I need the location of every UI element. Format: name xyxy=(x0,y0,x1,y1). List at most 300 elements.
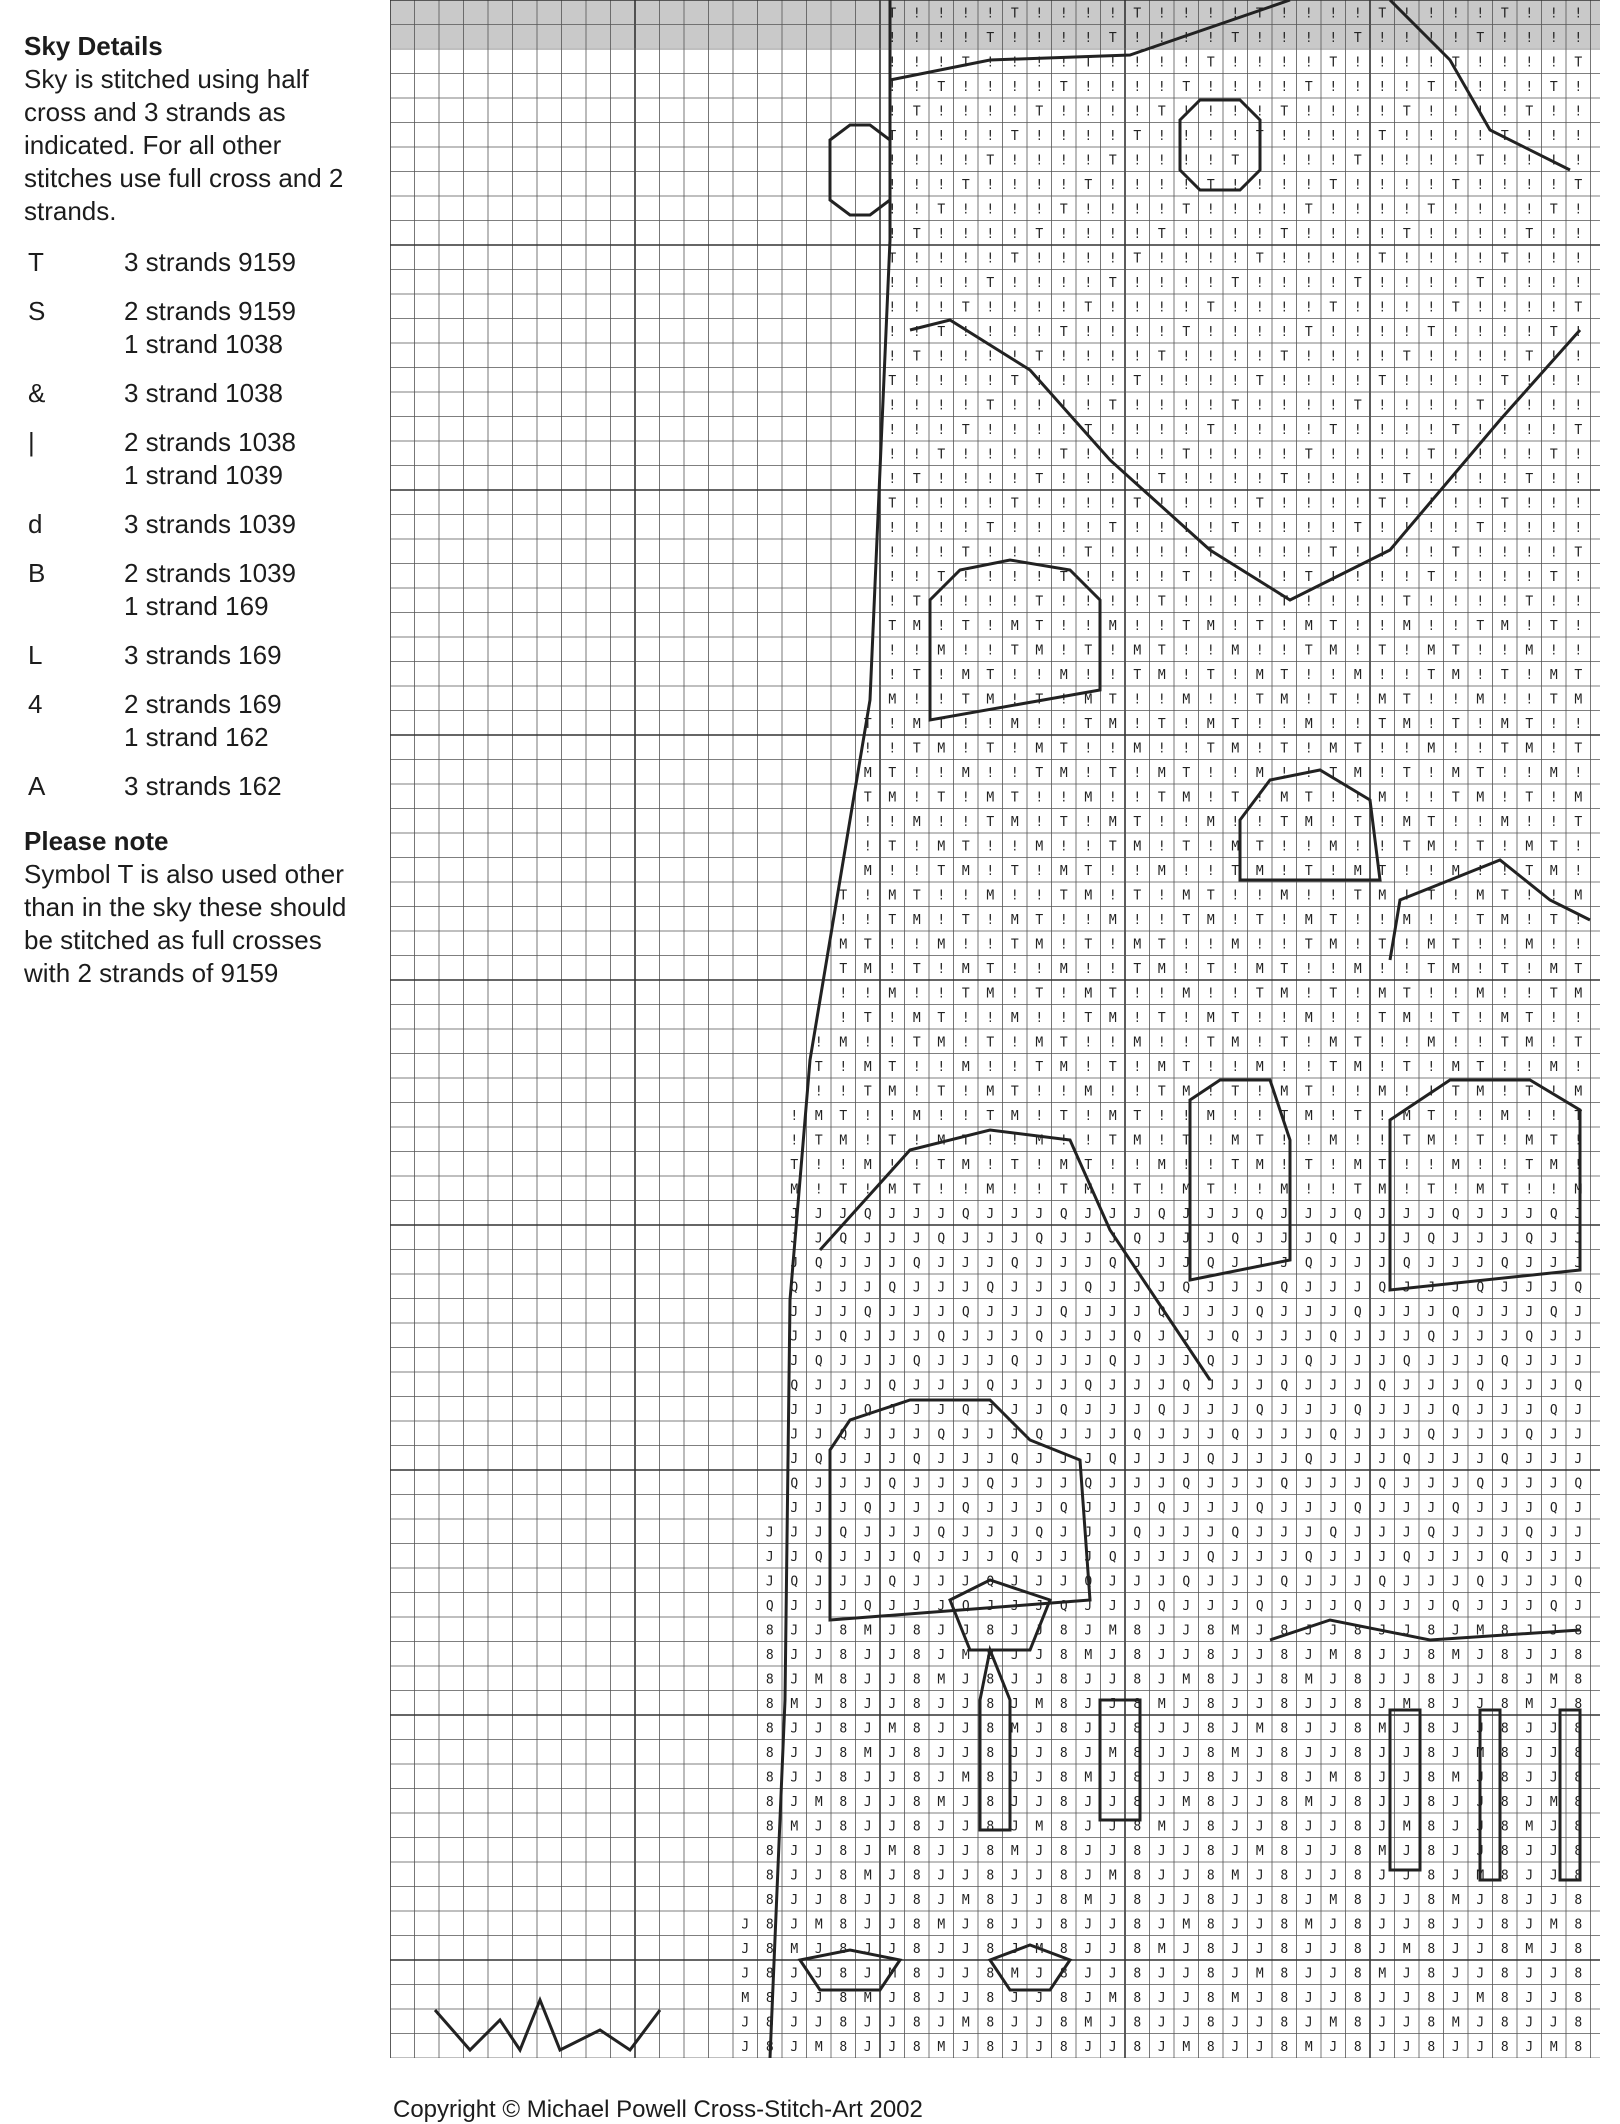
svg-text:J: J xyxy=(1084,1329,1093,1345)
svg-text:J: J xyxy=(1476,1697,1485,1713)
svg-text:J: J xyxy=(1353,1256,1362,1272)
svg-text:!: ! xyxy=(1108,1182,1117,1198)
svg-text:8: 8 xyxy=(765,1770,774,1786)
svg-text:8: 8 xyxy=(765,1893,774,1909)
svg-text:J: J xyxy=(814,1648,823,1664)
svg-text:J: J xyxy=(1182,1231,1191,1247)
svg-text:T: T xyxy=(1059,202,1068,218)
svg-text:!: ! xyxy=(1280,1158,1289,1174)
svg-text:J: J xyxy=(1402,1403,1411,1419)
svg-text:M: M xyxy=(1525,937,1534,953)
svg-text:J: J xyxy=(1084,1305,1093,1321)
svg-text:!: ! xyxy=(1402,374,1411,390)
svg-text:J: J xyxy=(1329,1697,1338,1713)
svg-text:!: ! xyxy=(961,570,970,586)
svg-text:!: ! xyxy=(1304,839,1313,855)
svg-text:!: ! xyxy=(1427,1011,1436,1027)
svg-text:J: J xyxy=(937,1746,946,1762)
svg-text:J: J xyxy=(1182,1770,1191,1786)
svg-text:!: ! xyxy=(1329,496,1338,512)
svg-text:M: M xyxy=(814,1109,823,1125)
svg-text:J: J xyxy=(1010,1599,1019,1615)
svg-text:J: J xyxy=(1476,1231,1485,1247)
svg-text:J: J xyxy=(1500,1476,1509,1492)
svg-text:T: T xyxy=(1157,643,1166,659)
svg-text:M: M xyxy=(1231,1035,1240,1051)
svg-text:!: ! xyxy=(912,31,921,47)
svg-text:M: M xyxy=(1329,741,1338,757)
svg-text:!: ! xyxy=(937,300,946,316)
svg-text:!: ! xyxy=(1329,374,1338,390)
svg-text:!: ! xyxy=(1133,521,1142,537)
svg-text:!: ! xyxy=(1500,766,1509,782)
svg-text:J: J xyxy=(1451,1721,1460,1737)
svg-text:Q: Q xyxy=(839,1329,848,1345)
svg-text:T: T xyxy=(937,325,946,341)
svg-text:Q: Q xyxy=(1108,1256,1117,1272)
svg-text:J: J xyxy=(1476,1795,1485,1811)
svg-text:T: T xyxy=(1255,129,1264,145)
svg-text:J: J xyxy=(1182,1721,1191,1737)
svg-text:8: 8 xyxy=(1574,2015,1583,2031)
svg-text:!: ! xyxy=(1084,202,1093,218)
svg-text:J: J xyxy=(937,1697,946,1713)
svg-text:!: ! xyxy=(1451,104,1460,120)
svg-text:!: ! xyxy=(1280,766,1289,782)
svg-text:M: M xyxy=(1182,1084,1191,1100)
svg-text:8: 8 xyxy=(839,2015,848,2031)
svg-text:!: ! xyxy=(1157,374,1166,390)
svg-text:!: ! xyxy=(1059,545,1068,561)
svg-text:!: ! xyxy=(1427,619,1436,635)
svg-text:8: 8 xyxy=(765,1672,774,1688)
svg-text:M: M xyxy=(1133,839,1142,855)
svg-text:Q: Q xyxy=(1255,1599,1264,1615)
svg-text:8: 8 xyxy=(765,1966,774,1982)
svg-text:!: ! xyxy=(1084,619,1093,635)
svg-text:J: J xyxy=(1108,1648,1117,1664)
svg-text:!: ! xyxy=(1525,251,1534,267)
svg-text:J: J xyxy=(1451,1354,1460,1370)
svg-text:!: ! xyxy=(1255,937,1264,953)
svg-text:J: J xyxy=(839,1550,848,1566)
svg-text:8: 8 xyxy=(1280,1868,1289,1884)
svg-text:M: M xyxy=(1059,766,1068,782)
svg-text:T: T xyxy=(961,423,970,439)
svg-text:!: ! xyxy=(1304,496,1313,512)
svg-text:!: ! xyxy=(1427,300,1436,316)
svg-text:Q: Q xyxy=(1133,1329,1142,1345)
svg-text:M: M xyxy=(1329,1893,1338,1909)
svg-text:M: M xyxy=(741,1991,750,2007)
svg-text:!: ! xyxy=(912,55,921,71)
svg-text:!: ! xyxy=(1255,202,1264,218)
svg-text:Q: Q xyxy=(1402,1354,1411,1370)
svg-text:J: J xyxy=(888,1868,897,1884)
svg-text:!: ! xyxy=(1451,325,1460,341)
svg-text:!: ! xyxy=(1157,31,1166,47)
svg-text:!: ! xyxy=(1353,349,1362,365)
svg-text:8: 8 xyxy=(1059,1623,1068,1639)
svg-text:T: T xyxy=(814,1060,823,1076)
svg-text:!: ! xyxy=(1133,31,1142,47)
svg-text:!: ! xyxy=(986,1158,995,1174)
svg-text:!: ! xyxy=(1255,1035,1264,1051)
svg-text:J: J xyxy=(1157,1329,1166,1345)
svg-text:J: J xyxy=(1304,1942,1313,1958)
svg-text:8: 8 xyxy=(1500,1942,1509,1958)
svg-text:!: ! xyxy=(1353,129,1362,145)
svg-text:T: T xyxy=(1329,913,1338,929)
svg-text:!: ! xyxy=(986,545,995,561)
svg-text:M: M xyxy=(1451,962,1460,978)
svg-text:!: ! xyxy=(839,986,848,1002)
svg-text:J: J xyxy=(1157,1427,1166,1443)
svg-text:M: M xyxy=(1451,1770,1460,1786)
svg-text:!: ! xyxy=(1427,398,1436,414)
svg-text:J: J xyxy=(912,1231,921,1247)
svg-text:8: 8 xyxy=(1427,1917,1436,1933)
svg-text:M: M xyxy=(1108,619,1117,635)
svg-text:!: ! xyxy=(1010,570,1019,586)
svg-text:T: T xyxy=(1353,153,1362,169)
svg-text:!: ! xyxy=(1304,227,1313,243)
svg-text:!: ! xyxy=(1549,374,1558,390)
svg-text:M: M xyxy=(1133,1133,1142,1149)
svg-text:!: ! xyxy=(912,496,921,512)
svg-text:J: J xyxy=(1084,1207,1093,1223)
svg-text:J: J xyxy=(1108,1574,1117,1590)
svg-text:J: J xyxy=(1476,1648,1485,1664)
svg-text:8: 8 xyxy=(1353,2015,1362,2031)
svg-text:!: ! xyxy=(912,790,921,806)
svg-text:T: T xyxy=(1157,1011,1166,1027)
svg-text:J: J xyxy=(1549,1648,1558,1664)
svg-text:!: ! xyxy=(1329,398,1338,414)
svg-text:T: T xyxy=(1280,594,1289,610)
svg-text:J: J xyxy=(790,2040,799,2056)
svg-text:!: ! xyxy=(1206,864,1215,880)
svg-text:T: T xyxy=(1329,178,1338,194)
svg-text:!: ! xyxy=(1574,398,1583,414)
svg-text:J: J xyxy=(1549,1697,1558,1713)
svg-text:J: J xyxy=(1182,1991,1191,2007)
svg-text:!: ! xyxy=(1500,1158,1509,1174)
svg-text:8: 8 xyxy=(1133,1966,1142,1982)
svg-text:T: T xyxy=(1231,1084,1240,1100)
svg-text:T: T xyxy=(1280,104,1289,120)
svg-text:Q: Q xyxy=(790,1476,799,1492)
svg-text:J: J xyxy=(1231,2040,1240,2056)
svg-text:!: ! xyxy=(1010,888,1019,904)
svg-text:J: J xyxy=(1010,1672,1019,1688)
svg-text:!: ! xyxy=(1500,227,1509,243)
svg-text:!: ! xyxy=(1084,815,1093,831)
svg-text:M: M xyxy=(1378,692,1387,708)
svg-text:!: ! xyxy=(1500,276,1509,292)
svg-text:M: M xyxy=(1451,1060,1460,1076)
svg-text:M: M xyxy=(1549,1672,1558,1688)
svg-text:J: J xyxy=(1157,1966,1166,1982)
svg-text:!: ! xyxy=(1574,521,1583,537)
svg-text:!: ! xyxy=(1206,790,1215,806)
svg-text:M: M xyxy=(1549,962,1558,978)
svg-text:J: J xyxy=(1231,1770,1240,1786)
svg-text:!: ! xyxy=(912,1060,921,1076)
svg-text:J: J xyxy=(1451,1256,1460,1272)
svg-text:J: J xyxy=(1182,1868,1191,1884)
key-line: 3 strands 169 xyxy=(124,640,282,670)
svg-text:M: M xyxy=(1182,790,1191,806)
svg-text:!: ! xyxy=(1133,472,1142,488)
svg-text:T: T xyxy=(1206,741,1215,757)
svg-text:J: J xyxy=(1402,1623,1411,1639)
svg-text:!: ! xyxy=(1108,594,1117,610)
svg-text:J: J xyxy=(863,1476,872,1492)
svg-text:J: J xyxy=(1500,1525,1509,1541)
svg-text:!: ! xyxy=(1231,227,1240,243)
svg-text:!: ! xyxy=(1108,55,1117,71)
svg-text:!: ! xyxy=(888,202,897,218)
svg-text:J: J xyxy=(961,1427,970,1443)
svg-text:Q: Q xyxy=(863,1599,872,1615)
svg-text:J: J xyxy=(1108,2040,1117,2056)
svg-text:!: ! xyxy=(1255,521,1264,537)
svg-text:!: ! xyxy=(1476,962,1485,978)
svg-text:8: 8 xyxy=(1133,1623,1142,1639)
svg-text:!: ! xyxy=(1206,398,1215,414)
svg-text:!: ! xyxy=(1500,55,1509,71)
svg-text:!: ! xyxy=(1157,300,1166,316)
svg-text:!: ! xyxy=(1157,129,1166,145)
svg-text:J: J xyxy=(1378,1207,1387,1223)
svg-text:!: ! xyxy=(1206,570,1215,586)
svg-text:T: T xyxy=(1549,447,1558,463)
svg-text:J: J xyxy=(1329,1452,1338,1468)
svg-text:!: ! xyxy=(1574,447,1583,463)
svg-text:!: ! xyxy=(1476,864,1485,880)
svg-text:J: J xyxy=(888,1329,897,1345)
svg-text:!: ! xyxy=(888,398,897,414)
svg-text:!: ! xyxy=(1280,913,1289,929)
svg-text:Q: Q xyxy=(986,1280,995,1296)
svg-text:!: ! xyxy=(1549,1035,1558,1051)
svg-text:J: J xyxy=(1206,1599,1215,1615)
svg-text:!: ! xyxy=(1059,276,1068,292)
svg-text:T: T xyxy=(961,692,970,708)
svg-text:!: ! xyxy=(1206,153,1215,169)
svg-text:T: T xyxy=(1182,766,1191,782)
svg-text:!: ! xyxy=(1084,962,1093,978)
svg-text:M: M xyxy=(814,1672,823,1688)
svg-text:M: M xyxy=(1353,1060,1362,1076)
svg-text:J: J xyxy=(1402,1476,1411,1492)
svg-text:M: M xyxy=(961,1893,970,1909)
svg-text:!: ! xyxy=(1549,178,1558,194)
svg-text:!: ! xyxy=(1427,594,1436,610)
svg-text:!: ! xyxy=(1378,80,1387,96)
svg-text:!: ! xyxy=(1329,153,1338,169)
svg-text:8: 8 xyxy=(1059,1721,1068,1737)
svg-text:M: M xyxy=(1476,692,1485,708)
svg-text:J: J xyxy=(839,1574,848,1590)
svg-text:J: J xyxy=(1304,1966,1313,1982)
svg-text:!: ! xyxy=(1255,178,1264,194)
svg-text:!: ! xyxy=(1574,496,1583,512)
svg-text:T: T xyxy=(1084,300,1093,316)
svg-text:M: M xyxy=(961,668,970,684)
svg-text:M: M xyxy=(888,692,897,708)
svg-text:!: ! xyxy=(912,423,921,439)
svg-text:8: 8 xyxy=(1133,2040,1142,2056)
svg-text:8: 8 xyxy=(1574,1697,1583,1713)
svg-text:!: ! xyxy=(1255,717,1264,733)
svg-text:!: ! xyxy=(937,276,946,292)
svg-text:!: ! xyxy=(1402,153,1411,169)
svg-text:Q: Q xyxy=(1304,1550,1313,1566)
key-row xyxy=(24,557,369,623)
svg-text:T: T xyxy=(888,766,897,782)
svg-text:J: J xyxy=(1378,1991,1387,2007)
svg-text:Q: Q xyxy=(1402,1256,1411,1272)
svg-text:!: ! xyxy=(1574,937,1583,953)
svg-text:!: ! xyxy=(961,815,970,831)
key-line: 2 strands 1038 xyxy=(124,427,297,457)
svg-text:T: T xyxy=(1329,766,1338,782)
legend-panel xyxy=(24,30,369,990)
key-symbol: A xyxy=(28,771,46,801)
svg-text:!: ! xyxy=(1353,472,1362,488)
svg-text:J: J xyxy=(814,1305,823,1321)
svg-text:8: 8 xyxy=(1500,1770,1509,1786)
svg-text:T: T xyxy=(1574,423,1583,439)
svg-text:J: J xyxy=(1549,1942,1558,1958)
svg-text:8: 8 xyxy=(1133,1746,1142,1762)
svg-text:J: J xyxy=(1329,1280,1338,1296)
svg-text:!: ! xyxy=(937,594,946,610)
svg-text:J: J xyxy=(1182,1623,1191,1639)
svg-text:J: J xyxy=(839,1452,848,1468)
svg-text:!: ! xyxy=(1574,839,1583,855)
svg-text:M: M xyxy=(1329,1648,1338,1664)
svg-text:8: 8 xyxy=(839,1697,848,1713)
svg-text:!: ! xyxy=(1108,129,1117,145)
svg-text:8: 8 xyxy=(1500,1623,1509,1639)
svg-text:J: J xyxy=(1280,1403,1289,1419)
svg-text:8: 8 xyxy=(1206,1966,1215,1982)
svg-text:!: ! xyxy=(937,104,946,120)
svg-text:8: 8 xyxy=(765,1819,774,1835)
svg-text:Q: Q xyxy=(1255,1403,1264,1419)
svg-text:!: ! xyxy=(1549,1109,1558,1125)
svg-text:J: J xyxy=(1549,1623,1558,1639)
svg-text:J: J xyxy=(1574,1403,1583,1419)
svg-text:!: ! xyxy=(1206,1133,1215,1149)
svg-text:!: ! xyxy=(1525,153,1534,169)
svg-text:T: T xyxy=(1353,815,1362,831)
svg-text:J: J xyxy=(1525,1672,1534,1688)
svg-text:!: ! xyxy=(1035,423,1044,439)
svg-text:8: 8 xyxy=(912,1942,921,1958)
svg-text:M: M xyxy=(1476,790,1485,806)
svg-text:!: ! xyxy=(912,1158,921,1174)
svg-text:M: M xyxy=(1255,1060,1264,1076)
svg-text:8: 8 xyxy=(1574,1648,1583,1664)
svg-text:T: T xyxy=(912,472,921,488)
svg-text:Q: Q xyxy=(1231,1427,1240,1443)
svg-text:!: ! xyxy=(1108,790,1117,806)
svg-text:M: M xyxy=(1108,1746,1117,1762)
svg-text:J: J xyxy=(1378,1795,1387,1811)
svg-text:8: 8 xyxy=(986,1942,995,1958)
svg-text:M: M xyxy=(1402,1819,1411,1835)
svg-text:J: J xyxy=(1329,1868,1338,1884)
svg-text:T: T xyxy=(1378,864,1387,880)
svg-text:!: ! xyxy=(1427,349,1436,365)
svg-text:J: J xyxy=(1500,1403,1509,1419)
svg-text:T: T xyxy=(986,815,995,831)
svg-text:J: J xyxy=(1280,1525,1289,1541)
svg-text:J: J xyxy=(986,1550,995,1566)
svg-text:!: ! xyxy=(961,472,970,488)
svg-text:!: ! xyxy=(1231,178,1240,194)
svg-text:!: ! xyxy=(1378,619,1387,635)
svg-text:!: ! xyxy=(1451,251,1460,267)
svg-text:J: J xyxy=(1059,1525,1068,1541)
svg-text:J: J xyxy=(888,1648,897,1664)
svg-text:J: J xyxy=(1157,1378,1166,1394)
svg-text:J: J xyxy=(790,1648,799,1664)
svg-text:!: ! xyxy=(1010,80,1019,96)
svg-text:J: J xyxy=(1182,1942,1191,1958)
svg-text:M: M xyxy=(1378,888,1387,904)
svg-text:8: 8 xyxy=(1133,1819,1142,1835)
svg-text:8: 8 xyxy=(1500,1648,1509,1664)
svg-text:J: J xyxy=(1427,1207,1436,1223)
svg-text:!: ! xyxy=(1427,423,1436,439)
svg-text:Q: Q xyxy=(961,1599,970,1615)
svg-text:T: T xyxy=(1525,717,1534,733)
svg-text:J: J xyxy=(1329,1819,1338,1835)
svg-text:!: ! xyxy=(937,374,946,390)
svg-text:J: J xyxy=(1451,1280,1460,1296)
svg-text:Q: Q xyxy=(1574,1378,1583,1394)
svg-text:J: J xyxy=(937,1550,946,1566)
svg-text:!: ! xyxy=(1108,447,1117,463)
svg-text:T: T xyxy=(1549,1133,1558,1149)
svg-text:!: ! xyxy=(1231,913,1240,929)
svg-text:M: M xyxy=(937,1917,946,1933)
svg-text:!: ! xyxy=(1304,349,1313,365)
svg-text:M: M xyxy=(1574,1084,1583,1100)
svg-text:T: T xyxy=(1182,913,1191,929)
svg-text:J: J xyxy=(1035,1501,1044,1517)
svg-text:M: M xyxy=(1133,1035,1142,1051)
key-line: 3 strands 162 xyxy=(124,771,282,801)
svg-text:J: J xyxy=(1427,1550,1436,1566)
svg-text:!: ! xyxy=(1231,80,1240,96)
svg-text:!: ! xyxy=(1574,643,1583,659)
svg-text:Q: Q xyxy=(1402,1452,1411,1468)
svg-text:Q: Q xyxy=(937,1231,946,1247)
svg-text:T: T xyxy=(863,1011,872,1027)
svg-text:J: J xyxy=(1427,1378,1436,1394)
svg-text:J: J xyxy=(1329,1305,1338,1321)
svg-text:M: M xyxy=(1084,2015,1093,2031)
svg-text:!: ! xyxy=(1451,31,1460,47)
svg-text:J: J xyxy=(1010,1697,1019,1713)
svg-text:M: M xyxy=(1476,1084,1485,1100)
